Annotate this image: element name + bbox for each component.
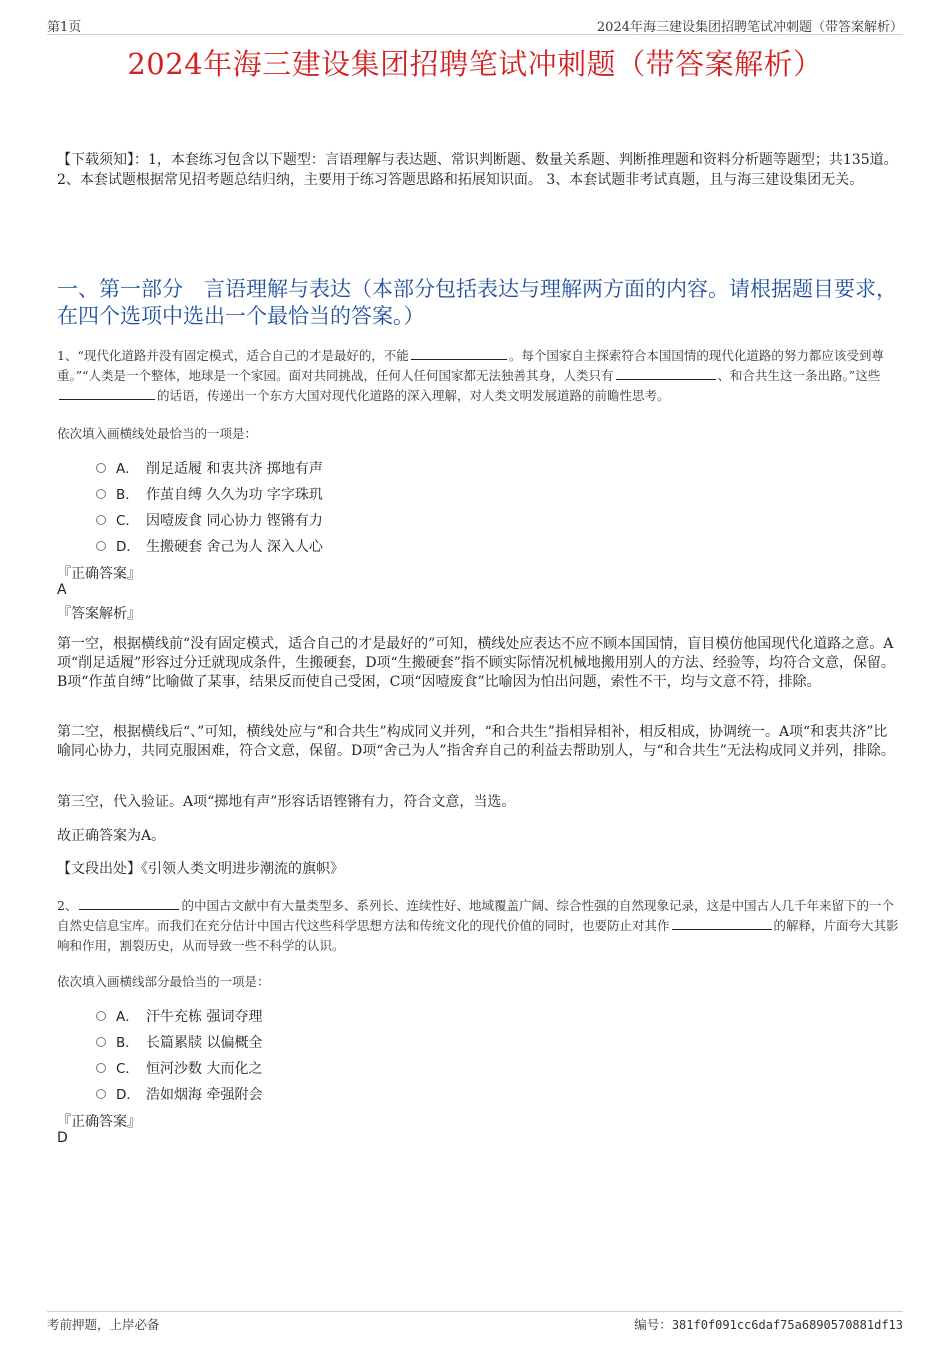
q1-analysis-conclusion: 故正确答案为A。 [57,828,166,844]
question-2-prompt: 依次填入画横线部分最恰当的一项是： [57,974,270,989]
q2-text-3: 的解释，片面夸大其影响和作用，割裂历史，从而导致一些不科学的认识。 [57,918,899,953]
radio-icon[interactable] [96,1011,106,1021]
document-title: 2024年海三建设集团招聘笔试冲刺题（带答案解析） [127,47,823,81]
footer-serial [634,1315,903,1333]
q1-analysis-paragraph: 第三空，代入验证。A项“掷地有声”形容话语铿锵有力，符合文意，当选。 [57,794,516,810]
footer-slogan: 考前押题，上岸必备 [47,1317,160,1332]
q2-text-2: 的中国古文献中有大量类型多、系列长、连续性好、地域覆盖广阔、综合性强的自然现象记录，这是中国古人几千年来留下的一个自然史信息宝库。而我们在充分估计中国古代这些科学思想方法和传统文化的现代价值的同时，也要防止对其作 [57,898,894,933]
question-2-stem [57,896,900,956]
q1-correct-answer: A [57,582,67,598]
fill-blank [59,386,155,400]
radio-icon[interactable] [96,463,106,473]
serial-label: 编号： [634,1317,672,1332]
q1-option-a[interactable]: A． 削足适履 和衷共济 掷地有声 [96,457,323,477]
q2-text-1: 2、 [57,898,78,913]
radio-icon[interactable] [96,489,106,499]
q1-option-c[interactable]: C． 因噎废食 同心协力 铿锵有力 [96,509,323,529]
fill-blank [672,916,772,930]
question-1-prompt: 依次填入画横线处最恰当的一项是： [57,426,258,441]
radio-icon[interactable] [96,541,106,551]
q2-option-d[interactable]: D． 浩如烟海 牵强附会 [96,1083,262,1103]
q2-correct-answer-label: 『正确答案』 [57,1114,141,1130]
fill-blank [411,346,507,360]
serial-number: 381f0f091cc6daf75a6890570881df13 [671,1318,903,1332]
download-notice: 【下载须知】：1，本套练习包含以下题型：言语理解与表达题、常识判断题、数量关系题、判断推理题和资料分析题等题型；共135道。 2、本套试题根据常见招考题总结归纳，主要用于练习答题思路和拓展知识面。 3、本套试题非考试真题，且与海三建设集团无关。 [57,152,898,188]
q1-option-d[interactable]: D． 生搬硬套 舍己为人 深入人心 [96,535,323,555]
q1-text-4: 的话语，传递出一个东方大国对现代化道路的深入理解，对人类文明发展道路的前瞻性思考。 [157,388,670,403]
page-header [47,14,903,35]
page-number: 第1页 [47,20,82,35]
q1-text-3: 、和合共生这一条出路。”这些 [717,368,881,383]
radio-icon[interactable] [96,1037,106,1047]
q2-option-c[interactable]: C． 恒河沙数 大而化之 [96,1057,262,1077]
radio-icon[interactable] [96,1089,106,1099]
q1-analysis-paragraph: 第一空，根据横线前“没有固定模式，适合自己的才是最好的”可知，横线处应表达不应不顾本国国情，盲目模仿他国现代化道路之意。A项“削足适履”形容过分迁就现成条件，生搬硬套，D项“生搬硬套”指不顾实际情况机械地搬用别人的方法、经验等，均符合文意，保留。B项“作茧自缚”比喻做了某事，结果反而使自己受困，C项“因噎废食”比喻因为怕出问题，索性不干，均与文意不符，排除。 [57,636,895,690]
header-doc-title: 2024年海三建设集团招聘笔试冲刺题（带答案解析） [596,20,903,35]
radio-icon[interactable] [96,1063,106,1073]
q1-text-2: 。每个国家自主探索符合本国国情的现代化道路的努力都应该受到尊重。”“人类是一个整体，地球是一个家园。面对共同挑战，任何人任何国家都无法独善其身，人类只有 [57,348,884,383]
question-1-stem [57,346,900,406]
q1-text-1: 1、“现代化道路并没有固定模式，适合自己的才是最好的，不能 [57,348,409,363]
page-footer [47,1311,903,1334]
q1-analysis-paragraph: 第二空，根据横线后“、”可知，横线处应与“和合共生”构成同义并列，“和合共生”指相异相补，相反相成，协调统一。A项“和衷共济”比喻同心协力，共同克服困难，符合文意，保留。D项“舍己为人”指舍弃自己的利益去帮助别人，与“和合共生”无法构成同义并列，排除。 [57,724,895,759]
q1-correct-answer-label: 『正确答案』 [57,566,141,582]
radio-icon[interactable] [96,515,106,525]
q2-option-a[interactable]: A． 汗牛充栋 强词夺理 [96,1005,262,1025]
section-heading: 一、第一部分 言语理解与表达（本部分包括表达与理解两方面的内容。请根据题目要求，在四个选项中选出一个最恰当的答案。） [57,277,897,328]
q2-option-b[interactable]: B． 长篇累牍 以偏概全 [96,1031,262,1051]
q1-option-b[interactable]: B． 作茧自缚 久久为功 字字珠玑 [96,483,323,503]
q2-correct-answer: D [57,1130,68,1146]
fill-blank [616,366,716,380]
fill-blank [79,896,179,910]
q1-source: 【文段出处】《引领人类文明进步潮流的旗帜》 [57,861,344,877]
q1-analysis-label: 『答案解析』 [57,606,141,622]
